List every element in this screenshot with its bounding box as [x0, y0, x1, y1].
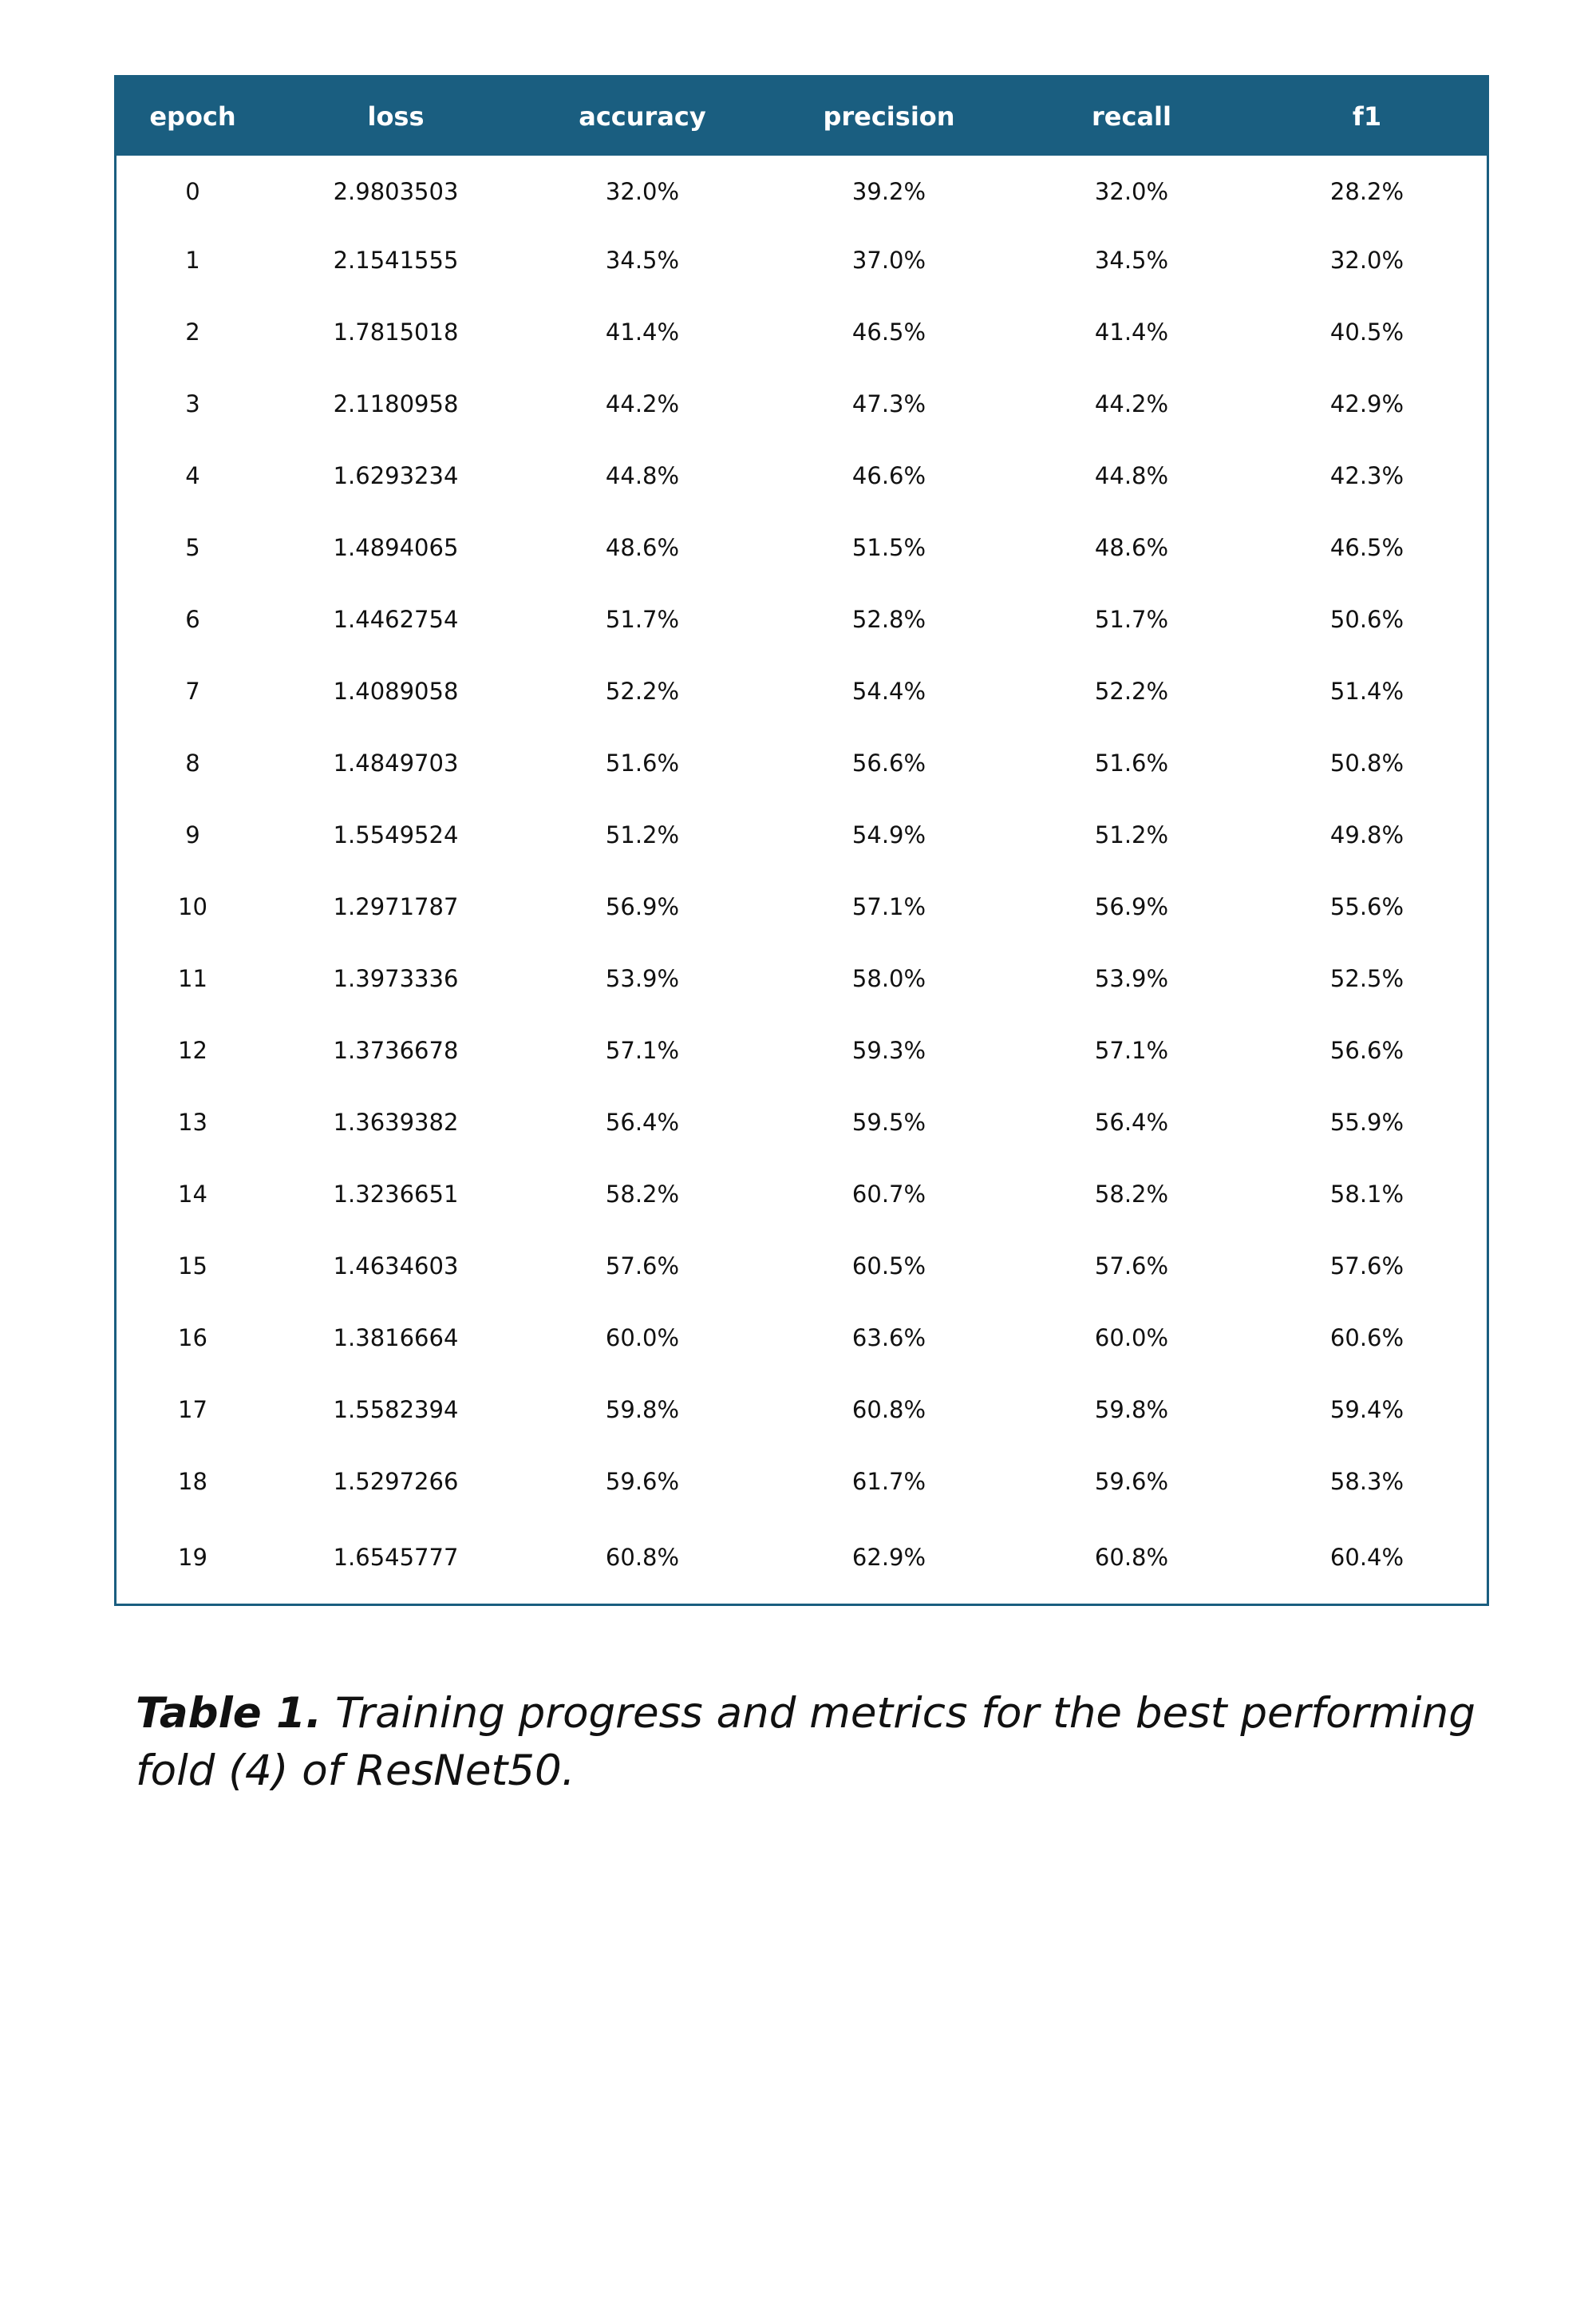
cell-precision: 57.1% [851, 893, 926, 920]
metrics-table [117, 77, 1487, 1604]
cell-recall: 57.6% [1094, 1252, 1169, 1280]
cell-precision: 60.7% [851, 1181, 926, 1208]
cell-epoch: 13 [178, 1109, 207, 1136]
cell-epoch: 9 [185, 821, 200, 848]
cell-accuracy: 56.4% [605, 1109, 680, 1136]
cell-loss: 1.5549524 [333, 821, 459, 848]
table-row [117, 1374, 1487, 1446]
cell-accuracy: 34.5% [605, 247, 680, 274]
table-row [117, 296, 1487, 368]
cell-epoch: 17 [178, 1396, 207, 1423]
cell-accuracy: 60.8% [605, 1544, 680, 1571]
cell-f1: 50.8% [1329, 750, 1404, 777]
table-row [117, 1446, 1487, 1517]
cell-accuracy: 48.6% [605, 534, 680, 561]
table-row [117, 440, 1487, 512]
cell-f1: 40.5% [1329, 318, 1404, 346]
cell-loss: 2.1180958 [333, 390, 459, 417]
cell-loss: 1.3639382 [333, 1109, 459, 1136]
cell-recall: 58.2% [1094, 1181, 1169, 1208]
cell-precision: 58.0% [851, 965, 926, 992]
cell-recall: 59.6% [1094, 1468, 1169, 1495]
table-row [117, 512, 1487, 583]
cell-accuracy: 60.0% [605, 1324, 680, 1351]
cell-accuracy: 52.2% [605, 678, 680, 705]
cell-epoch: 11 [178, 965, 207, 992]
table-row [117, 655, 1487, 727]
cell-epoch: 19 [178, 1544, 207, 1571]
cell-precision: 39.2% [851, 178, 926, 205]
header-f1: f1 [1247, 77, 1487, 156]
cell-precision: 60.5% [851, 1252, 926, 1280]
cell-accuracy: 51.2% [605, 821, 680, 848]
cell-epoch: 3 [185, 390, 200, 417]
cell-precision: 60.8% [851, 1396, 926, 1423]
cell-precision: 61.7% [851, 1468, 926, 1495]
cell-f1: 46.5% [1329, 534, 1404, 561]
cell-epoch: 14 [178, 1181, 207, 1208]
cell-recall: 53.9% [1094, 965, 1169, 992]
cell-recall: 44.8% [1094, 462, 1169, 489]
cell-recall: 56.9% [1094, 893, 1169, 920]
cell-loss: 2.9803503 [333, 178, 459, 205]
cell-loss: 1.3816664 [333, 1324, 459, 1351]
cell-f1: 55.6% [1329, 893, 1404, 920]
cell-epoch: 0 [185, 178, 200, 205]
cell-precision: 46.6% [851, 462, 926, 489]
cell-epoch: 4 [185, 462, 200, 489]
cell-f1: 28.2% [1329, 178, 1404, 205]
table-row [117, 871, 1487, 943]
cell-f1: 60.6% [1329, 1324, 1404, 1351]
cell-loss: 1.7815018 [333, 318, 459, 346]
table-row [117, 1158, 1487, 1230]
cell-f1: 50.6% [1329, 606, 1404, 633]
cell-accuracy: 59.8% [605, 1396, 680, 1423]
cell-recall: 34.5% [1094, 247, 1169, 274]
cell-recall: 44.2% [1094, 390, 1169, 417]
cell-precision: 62.9% [851, 1544, 926, 1571]
cell-accuracy: 51.6% [605, 750, 680, 777]
cell-accuracy: 44.2% [605, 390, 680, 417]
cell-f1: 42.3% [1329, 462, 1404, 489]
cell-loss: 1.4894065 [333, 534, 459, 561]
cell-recall: 41.4% [1094, 318, 1169, 346]
cell-precision: 56.6% [851, 750, 926, 777]
cell-accuracy: 57.6% [605, 1252, 680, 1280]
cell-f1: 51.4% [1329, 678, 1404, 705]
cell-recall: 51.2% [1094, 821, 1169, 848]
cell-precision: 52.8% [851, 606, 926, 633]
header-precision: precision [762, 77, 1016, 156]
header-epoch: epoch [117, 77, 269, 156]
cell-loss: 1.5297266 [333, 1468, 459, 1495]
cell-accuracy: 58.2% [605, 1181, 680, 1208]
cell-recall: 57.1% [1094, 1037, 1169, 1064]
table-row [117, 1086, 1487, 1158]
cell-f1: 52.5% [1329, 965, 1404, 992]
cell-loss: 1.3973336 [333, 965, 459, 992]
cell-loss: 1.4634603 [333, 1252, 459, 1280]
cell-epoch: 7 [185, 678, 200, 705]
header-loss: loss [269, 77, 523, 156]
cell-epoch: 10 [178, 893, 207, 920]
table-header [117, 77, 1487, 156]
cell-f1: 32.0% [1329, 247, 1404, 274]
caption-label: Table 1. [136, 1689, 322, 1738]
cell-f1: 56.6% [1329, 1037, 1404, 1064]
cell-epoch: 15 [178, 1252, 207, 1280]
table-row [117, 727, 1487, 799]
cell-f1: 58.3% [1329, 1468, 1404, 1495]
cell-loss: 1.4849703 [333, 750, 459, 777]
cell-epoch: 16 [178, 1324, 207, 1351]
cell-loss: 1.5582394 [333, 1396, 459, 1423]
cell-precision: 59.5% [851, 1109, 926, 1136]
cell-accuracy: 59.6% [605, 1468, 680, 1495]
cell-loss: 1.3236651 [333, 1181, 459, 1208]
cell-recall: 51.7% [1094, 606, 1169, 633]
cell-loss: 1.6293234 [333, 462, 459, 489]
cell-recall: 59.8% [1094, 1396, 1169, 1423]
cell-accuracy: 57.1% [605, 1037, 680, 1064]
cell-epoch: 2 [185, 318, 200, 346]
cell-precision: 63.6% [851, 1324, 926, 1351]
table-row [117, 368, 1487, 440]
cell-loss: 1.4462754 [333, 606, 459, 633]
cell-loss: 2.1541555 [333, 247, 459, 274]
cell-recall: 48.6% [1094, 534, 1169, 561]
caption-text: Training progress and metrics for the best performing fold (4) of ResNet50. [136, 1689, 1476, 1795]
cell-accuracy: 41.4% [605, 318, 680, 346]
cell-epoch: 1 [185, 247, 200, 274]
cell-recall: 52.2% [1094, 678, 1169, 705]
cell-precision: 47.3% [851, 390, 926, 417]
cell-precision: 59.3% [851, 1037, 926, 1064]
cell-f1: 60.4% [1329, 1544, 1404, 1571]
cell-recall: 60.0% [1094, 1324, 1169, 1351]
cell-f1: 55.9% [1329, 1109, 1404, 1136]
table-row [117, 583, 1487, 655]
cell-loss: 1.6545777 [333, 1544, 459, 1571]
table-row [117, 799, 1487, 871]
header-row [117, 77, 1487, 156]
cell-recall: 60.8% [1094, 1544, 1169, 1571]
table-row [117, 224, 1487, 296]
cell-recall: 56.4% [1094, 1109, 1169, 1136]
cell-f1: 59.4% [1329, 1396, 1404, 1423]
table-caption [136, 1685, 1492, 1800]
cell-epoch: 18 [178, 1468, 207, 1495]
table-body [117, 156, 1487, 1604]
cell-accuracy: 32.0% [605, 178, 680, 205]
cell-accuracy: 56.9% [605, 893, 680, 920]
table-row [117, 1302, 1487, 1374]
cell-precision: 54.9% [851, 821, 926, 848]
table-row [117, 156, 1487, 224]
cell-loss: 1.3736678 [333, 1037, 459, 1064]
cell-f1: 58.1% [1329, 1181, 1404, 1208]
table-row [117, 1230, 1487, 1302]
table-row [117, 1517, 1487, 1604]
cell-accuracy: 44.8% [605, 462, 680, 489]
cell-precision: 51.5% [851, 534, 926, 561]
cell-f1: 42.9% [1329, 390, 1404, 417]
cell-loss: 1.4089058 [333, 678, 459, 705]
cell-accuracy: 51.7% [605, 606, 680, 633]
cell-precision: 54.4% [851, 678, 926, 705]
header-accuracy: accuracy [523, 77, 762, 156]
cell-recall: 32.0% [1094, 178, 1169, 205]
cell-f1: 57.6% [1329, 1252, 1404, 1280]
cell-accuracy: 53.9% [605, 965, 680, 992]
cell-epoch: 5 [185, 534, 200, 561]
cell-epoch: 6 [185, 606, 200, 633]
cell-precision: 37.0% [851, 247, 926, 274]
header-recall: recall [1016, 77, 1247, 156]
cell-epoch: 8 [185, 750, 200, 777]
cell-f1: 49.8% [1329, 821, 1404, 848]
cell-loss: 1.2971787 [333, 893, 459, 920]
cell-recall: 51.6% [1094, 750, 1169, 777]
table-row [117, 943, 1487, 1015]
cell-precision: 46.5% [851, 318, 926, 346]
metrics-table-container [114, 75, 1489, 1606]
table-row [117, 1015, 1487, 1086]
cell-epoch: 12 [178, 1037, 207, 1064]
